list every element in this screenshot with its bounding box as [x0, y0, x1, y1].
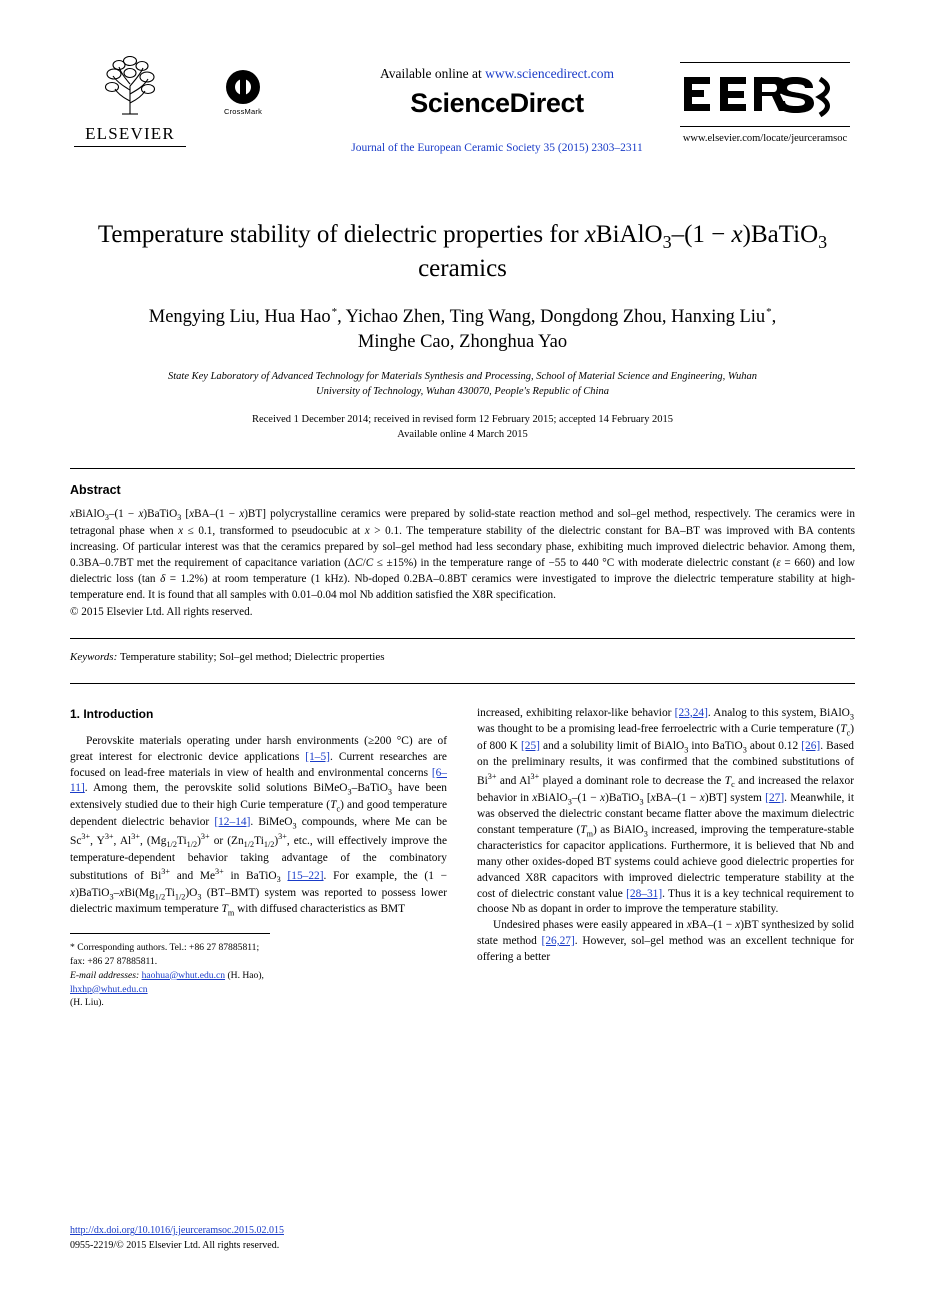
body-columns	[70, 706, 855, 1011]
available-online-text: Available online at	[380, 66, 482, 81]
article-page	[0, 56, 925, 1291]
available-online-line	[302, 66, 692, 82]
left-column	[70, 706, 447, 1011]
crossmark-badge[interactable]	[208, 70, 278, 116]
sciencedirect-block	[302, 66, 692, 119]
intro-paragraph-2: Undesired phases were easily appeared in xBA–(1 − x)BT synthesized by solid state method [26,27]. However, sol–gel method was an excellent technique for offering a better	[477, 919, 854, 963]
email-label: E-mail addresses:	[70, 969, 140, 981]
crossmark-label: CrossMark	[223, 107, 263, 116]
citation-28-31[interactable]: [28–31]	[626, 887, 663, 900]
doi-block	[70, 1223, 284, 1253]
corresponding-author-note: * Corresponding authors. Tel.: +86 27 87885811; fax: +86 27 87885811.	[70, 941, 260, 967]
email-owner-liu: (H. Liu).	[70, 997, 104, 1009]
elsevier-rule	[74, 146, 186, 147]
abstract-rule-top	[70, 468, 855, 469]
body-rule	[70, 683, 855, 684]
intro-paragraph-1-cont: increased, exhibiting relaxor-like behavior [23,24]. Analog to this system, BiAlO$_3$ was thought to be a promising lead-free ferroelectric with a Curie temperature $(T_c)$ of 800 K [25] and a solubility limit of BiAlO$_3$ into BaTiO$_3$ about 0.12 [26]. Based on the preliminary results, it was confirmed that the combined substitutions of $Bi^{3+}$ and $Al^{3+}$ played a dominant role to decrease the $T_c$ and increased the relaxor behavior in xBiAlO$_3$–(1 − x)BaTiO$_3$ [xBA–(1 − x)BT] system [27]. Meanwhile, it was observed the dielectric constant became flatter above the maximum dielectric constant temperature $(T_m)$ as BiAlO$_3$ increased, improving the temperature-stable characteristics for capacitor applications. Furthermore, it is believed that Nb and many other oxides-doped BT systems could achieve good dielectric properties for advanced X8R capacitors with improved dielectric temperature stability at the cost of dielectric constant value [28–31]. Thus it is a key technical requirement to choose Nb as dopant in order to improve the temperature stability.	[477, 706, 855, 916]
keywords-line	[70, 651, 855, 663]
page-title	[90, 220, 835, 284]
email-link-liu[interactable]: lhxhp@whut.edu.cn	[70, 983, 148, 995]
title-block	[90, 220, 835, 442]
footnote-block	[70, 933, 270, 1011]
journal-reference[interactable]: Journal of the European Ceramic Society 35 (2015) 2303–2311	[351, 142, 643, 154]
email-owner-hao: (H. Hao),	[227, 969, 264, 981]
right-column	[477, 706, 854, 1011]
journal-homepage-url[interactable]: www.elsevier.com/locate/jeurceramsoc	[682, 133, 848, 144]
author-line-1: Mengying Liu, Hua Hao *, Yichao Zhen, Ting Wang, Dongdong Zhou, Hanxing Liu *,	[148, 305, 777, 327]
masthead	[70, 56, 855, 186]
citation-12-14[interactable]: [12–14]	[214, 815, 251, 828]
abstract-text: xBiAlO$_3$–(1 − x)BaTiO$_3$ [xBA–(1 − x)BT] polycrystalline ceramics were prepared by solid-state reaction method and sol–gel method, respectively. The ceramics were in tetragonal phase when x ≤ 0.1, transformed to pseudocubic at x > 0.1. The temperature stability of the dielectric constant for BA–BT was improved with BA contents increasing. Of particular interest was that the ceramics prepared by sol–gel method had less secondary phase, exhibiting much improved dielectric behavior. Among them, 0.3BA–0.7BT met the requirement of capacitance variation (ΔC/C ≤ ±15%) in the temperature range of −55 to 440 °C with moderate dielectric constant (ε = 660) and low dielectric loss (tan δ = 1.2%) at room temperature (1 kHz). Nb-doped 0.2BA–0.8BT ceramics were investigated to improve the dielectric temperature stability at high-temperature end. It is found that all samples with 0.01–0.04 mol Nb addition satisfied the X8R specification.	[70, 508, 856, 601]
citation-6-11[interactable]: [6–11]	[70, 766, 447, 795]
article-dates	[90, 412, 835, 442]
keywords-rule	[70, 638, 855, 639]
title-line-1: Temperature stability of dielectric properties for xBiAlO$_3$–(1 − x)BaTiO$_3$	[97, 221, 828, 252]
received-dates: Received 1 December 2014; received in revised form 12 February 2015; accepted 14 February 2015	[251, 413, 673, 425]
sciencedirect-wordmark: ScienceDirect	[410, 88, 584, 118]
citation-25[interactable]: [25]	[520, 739, 540, 752]
abstract-copyright: © 2015 Elsevier Ltd. All rights reserved.	[70, 605, 253, 618]
intro-paragraph-1: Perovskite materials operating under harsh environments (≥200 °C) are of great interest for electronic device applications [1–5]. Current researches are focused on lead-free materials in view of health and environmental concerns [6–11]. Among them, the perovskite solid solutions BiMeO$_3$–BaTiO$_3$ have been extensively studied due to their high Curie temperature $(T_c)$ and good temperature dependent dielectric behavior [12–14]. BiMeO$_3$ compounds, where Me can be $Sc^{3+}$, $Y^{3+}$, $Al^{3+}$, $(Mg_{1/2}Ti_{1/2})^{3+}$ or $(Zn_{1/2}Ti_{1/2})^{3+}$, etc., will effectively improve the temperature-dependent behavior taking advantage of the combinatory substitutions of $Bi^{3+}$ and $Me^{3+}$ in BaTiO$_3$ [15–22]. For example, the $(1 - x)BaTiO_3-xBi(Mg_{1/2}Ti_{1/2})O_3$ (BT–BMT) system was reported to possess lower dielectric maximum temperature $T_m$ with diffused characteristics as BMT	[70, 735, 448, 918]
elsevier-logo	[70, 56, 190, 147]
affiliation: State Key Laboratory of Advanced Technology for Materials Synthesis and Processing, School of Material Science and Engineering, Wuhan University of Technology, Wuhan 430070, People's Republic of China	[168, 370, 757, 397]
society-rule-bottom	[680, 126, 850, 127]
sciencedirect-link[interactable]: www.sciencedirect.com	[485, 66, 614, 81]
citation-23-24[interactable]: [23,24]	[674, 706, 708, 719]
available-online-date: Available online 4 March 2015	[397, 429, 528, 441]
doi-link[interactable]: http://dx.doi.org/10.1016/j.jeurceramsoc.2015.02.015	[70, 1225, 284, 1236]
elsevier-wordmark: ELSEVIER	[85, 124, 175, 143]
email-link-hao[interactable]: haohua@whut.edu.cn	[141, 969, 226, 981]
citation-15-22[interactable]: [15–22]	[287, 870, 324, 883]
issn-copyright: 0955-2219/© 2015 Elsevier Ltd. All rights reserved.	[70, 1240, 280, 1251]
citation-26[interactable]: [26]	[801, 739, 821, 752]
citation-27[interactable]: [27]	[765, 791, 785, 804]
title-line-2: ceramics	[418, 254, 507, 282]
citation-26-27[interactable]: [26,27]	[541, 934, 575, 947]
elsevier-tree-icon	[97, 56, 163, 118]
society-logo-block	[675, 62, 855, 144]
citation-1-5[interactable]: [1–5]	[305, 750, 330, 763]
author-line-2: Minghe Cao, Zhonghua Yao	[357, 331, 568, 352]
keywords-value: Temperature stability; Sol–gel method; Dielectric properties	[119, 650, 385, 663]
ecers-logo-icon	[680, 69, 850, 119]
email-addresses-note	[70, 969, 270, 997]
society-rule-top	[680, 62, 850, 63]
keywords-label: Keywords:	[70, 650, 118, 663]
crossmark-icon	[226, 70, 260, 104]
abstract-heading: Abstract	[70, 483, 121, 498]
author-list	[90, 304, 835, 354]
section-heading-introduction: 1. Introduction	[70, 706, 154, 721]
abstract-section	[70, 483, 855, 617]
